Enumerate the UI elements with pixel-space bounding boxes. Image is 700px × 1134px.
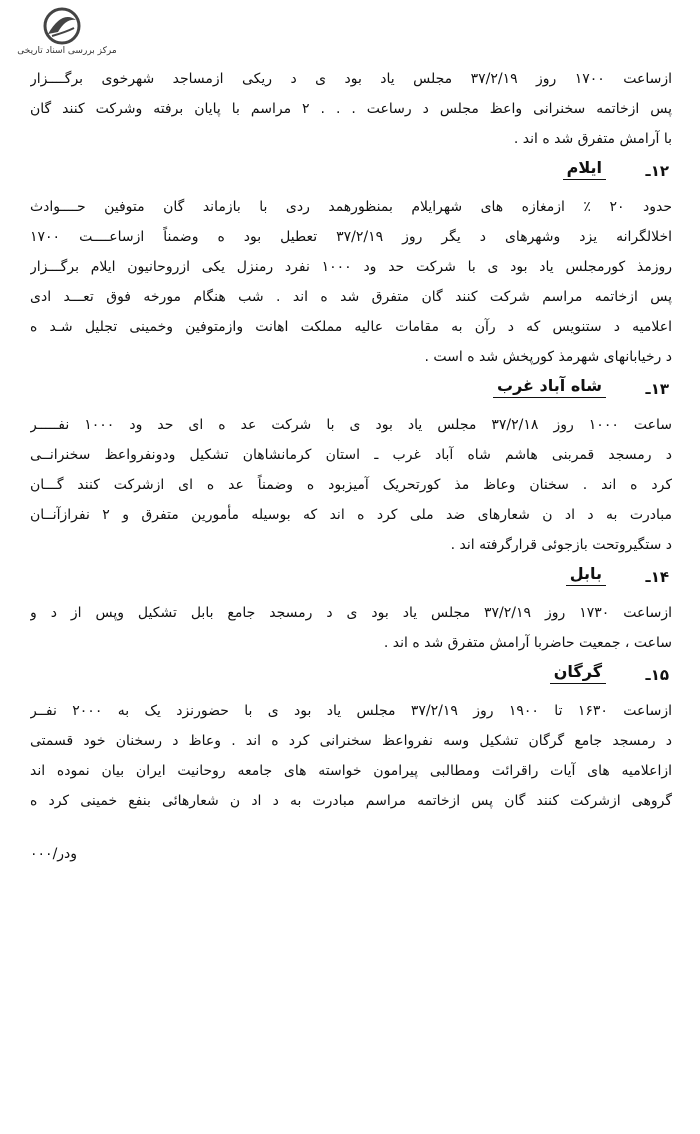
text-line: با آرامش متفرق شد ه اند .: [513, 131, 672, 147]
archive-logo: [8, 6, 118, 62]
text-line: حدود ۲۰ ٪ ازمغازه های شهرایلام بمنظورهمد ردی با بازماند گان متوفین حــــوادث: [30, 199, 672, 215]
section-heading: [30, 154, 672, 192]
section-title: بابل: [566, 564, 606, 586]
section-gorgan: [30, 658, 672, 816]
archive-logo-icon: [36, 6, 88, 46]
section-number: ۱۲ـ: [645, 162, 669, 180]
section-heading: [30, 658, 672, 696]
text-line: د رمسجد قمربنی هاشم شاه آباد غرب ـ استان کرمانشاهان تشکیل ودونفرواعظ سخنرانــی: [30, 447, 672, 463]
text-line: ازساعت ۱۷۰۰ روز ۳۷/۲/۱۹ مجلس یاد بود ی د ریکی ازمساجد شهرخوی برگــــزار: [30, 71, 672, 87]
text-line: مبادرت به د اد ن شعارهای ضد ملی کرد ه اند که بوسیله مأمورین متفرق و ۲ نفرازآنــان: [30, 507, 672, 523]
text-line: ازاعلامیه های آیات راقرائت ومطالبی پیرامون خواسته های جامعه روحانیت ایران بیان نموده اند: [30, 763, 672, 779]
text-line: پس ازخاتمه مراسم شرکت کنند گان متفرق شد ه اند . شب هنگام مورخه فوق تعـــد ادی: [30, 289, 672, 305]
text-line: روزمذ کورمجلس یاد بود ی با شرکت حد ود ۱۰۰۰ نفرد رمنزل یکی ازروحانیون ایلام برگـــزار: [30, 259, 672, 275]
text-line: ساعت ۱۰۰۰ روز ۳۷/۲/۱۸ مجلس یاد بود ی با شرکت عد ه ای حد ود ۱۰۰۰ نفـــــر: [30, 417, 672, 433]
archive-logo-text: مرکز بررسی اسناد تاریخی: [17, 46, 117, 56]
report-body: [30, 64, 672, 868]
section-babol: [30, 560, 672, 658]
text-line: اعلامیه د ستنویس که د رآن به مقامات عالیه مملکت اهانت وازمتوفین وخمینی تجلیل شـد ه: [30, 319, 672, 335]
text-line: د رمسجد جامع گرگان تشکیل وسه نفرواعظ سخنرانی کرد ه اند . وعاظ د رسخنان خود قسمتی: [30, 733, 672, 749]
section-heading: [30, 560, 672, 598]
text-line: پس ازخاتمه سخنرانی واعظ مجلس د رساعت . . . ۲ مراسم با پایان برفته وشرکت کنند گان: [30, 101, 672, 117]
section-khoy-continuation: [30, 64, 672, 154]
section-title: ایلام: [563, 158, 606, 180]
text-line: ازساعت ۱۷۳۰ روز ۳۷/۲/۱۹ مجلس یاد بود ی د رمسجد جامع بابل تشکیل وپس از د و: [30, 605, 672, 621]
text-line: ساعت ، جمعیت حاضربا آرامش متفرق شد ه اند .: [383, 635, 672, 651]
signature: ودر/۰۰۰: [30, 846, 78, 862]
section-number: ۱۳ـ: [645, 380, 669, 398]
text-line: د رخیابانهای شهرمذ کورپخش شد ه است .: [424, 349, 672, 365]
section-title: شاه آباد غرب: [493, 376, 606, 398]
section-heading: [30, 372, 672, 410]
text-line: گروهی ازشرکت کنند گان پس ازخاتمه مراسم مبادرت به د اد ن شعارهائی بنفع خمینی کرد ه: [30, 793, 672, 809]
text-line: ازساعت ۱۶۳۰ تا ۱۹۰۰ روز ۳۷/۲/۱۹ مجلس یاد بود ی با حضورنزد یک به ۲۰۰۰ نفــر: [30, 703, 672, 719]
section-number: ۱۴ـ: [645, 568, 669, 586]
section-title: گرگان: [550, 662, 606, 684]
text-line: کرد ه اند . سخنان وعاظ مذ کورتحریک آمیزبود ه وضمناً عد ه ای ازشرکت کنند گـــان: [30, 477, 672, 493]
section-number: ۱۵ـ: [645, 666, 669, 684]
text-line: د ستگیروتحت بازجوئی قرارگرفته اند .: [450, 537, 672, 553]
text-line: اخلالگرانه یزد وشهرهای د یگر روز ۳۷/۲/۱۹ تعطیل بود ه وضمناً ازساعــــت ۱۷۰۰: [30, 229, 672, 245]
section-ilam: [30, 154, 672, 372]
section-shahabad-gharb: [30, 372, 672, 560]
